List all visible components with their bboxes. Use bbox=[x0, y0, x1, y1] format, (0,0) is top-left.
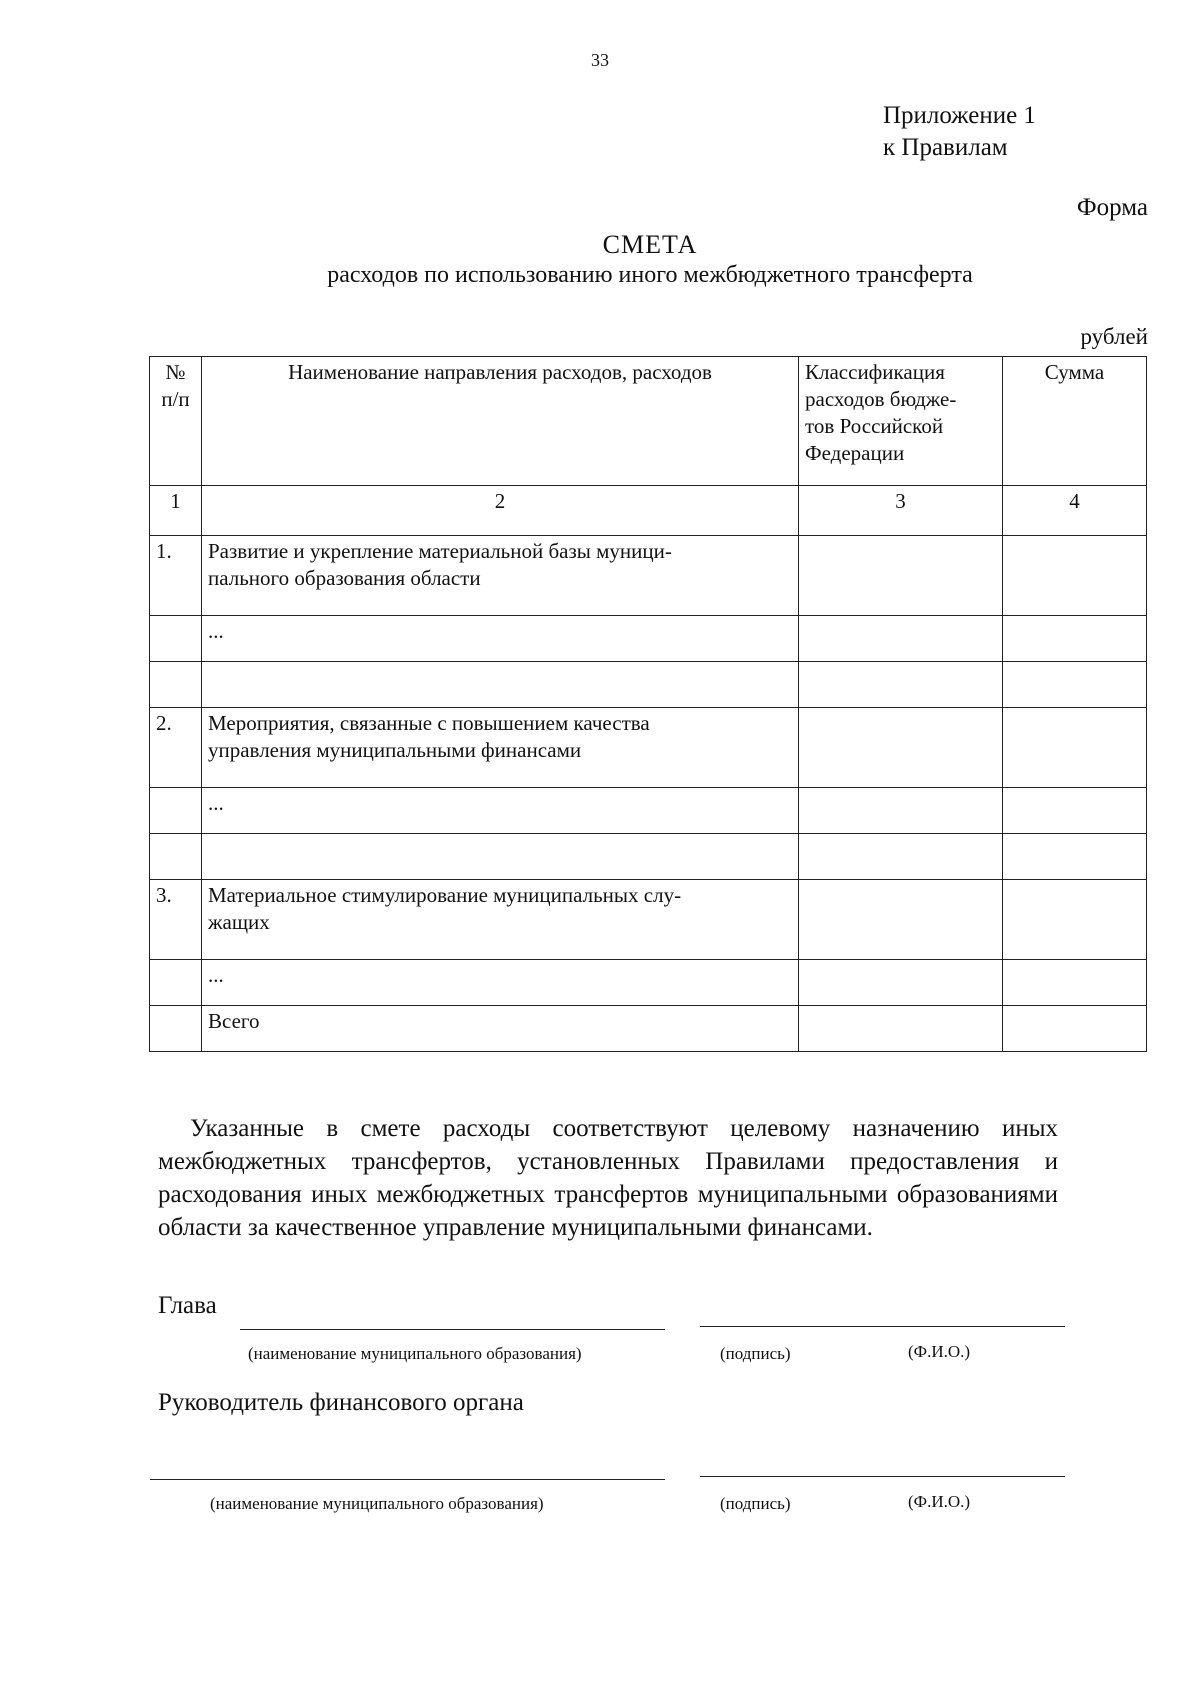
appendix-line-1: Приложение 1 bbox=[883, 102, 1036, 129]
row-number bbox=[150, 616, 202, 662]
head-label: Глава bbox=[158, 1292, 217, 1319]
table-row bbox=[150, 616, 1147, 662]
document-title: СМЕТА bbox=[602, 230, 698, 259]
table-row bbox=[150, 834, 1147, 880]
head-name-caption: (Ф.И.О.) bbox=[908, 1342, 971, 1361]
finance-head-municipality-line bbox=[150, 1479, 665, 1480]
column-number-row bbox=[150, 486, 1147, 536]
row-number bbox=[150, 788, 202, 834]
row-classification-cell bbox=[799, 880, 1003, 960]
estimate-table bbox=[149, 356, 1147, 1052]
row-classification-cell bbox=[799, 834, 1003, 880]
total-row bbox=[150, 1006, 1147, 1052]
table-header-row bbox=[150, 357, 1147, 486]
row-expense-name bbox=[202, 834, 799, 880]
total-amount-cell bbox=[1003, 1006, 1147, 1052]
row-number bbox=[150, 1006, 202, 1052]
row-expense-name: ... bbox=[202, 960, 799, 1006]
row-classification-cell bbox=[799, 708, 1003, 788]
row-amount-cell bbox=[1003, 960, 1147, 1006]
document-subtitle: расходов по использованию иного межбюджетного трансферта bbox=[327, 262, 973, 288]
currency-units: рублей bbox=[1080, 324, 1148, 349]
finance-head-name-caption: (Ф.И.О.) bbox=[908, 1492, 971, 1511]
row-expense-name: ... bbox=[202, 616, 799, 662]
column-number: 4 bbox=[1003, 486, 1147, 536]
row-number bbox=[150, 662, 202, 708]
table-row bbox=[150, 880, 1147, 960]
column-number: 2 bbox=[202, 486, 799, 536]
column-number: 1 bbox=[150, 486, 202, 536]
header-budget-classification: Классификация расходов бюдже- тов Российской Федерации bbox=[799, 357, 1003, 486]
finance-head-signature-caption: (подпись) bbox=[720, 1494, 791, 1513]
table-row bbox=[150, 960, 1147, 1006]
appendix-reference bbox=[883, 100, 1036, 164]
page-number: 33 bbox=[591, 50, 609, 70]
row-classification-cell bbox=[799, 960, 1003, 1006]
row-amount-cell bbox=[1003, 662, 1147, 708]
table-row bbox=[150, 536, 1147, 616]
compliance-statement-text: Указанные в смете расходы соответствуют целевому назначению иных межбюджетных трансфертов, установленных Правилами предоставления и расходования иных межбюджетных трансфертов муниципальными образованиями области за качественное управление муниципальными финансами. bbox=[158, 1115, 1058, 1241]
row-amount-cell bbox=[1003, 616, 1147, 662]
row-amount-cell bbox=[1003, 834, 1147, 880]
head-municipality-line bbox=[240, 1329, 665, 1330]
form-label: Форма bbox=[1076, 194, 1148, 221]
row-classification-cell bbox=[799, 616, 1003, 662]
header-expense-name: Наименование направления расходов, расходов bbox=[202, 357, 799, 486]
row-amount-cell bbox=[1003, 880, 1147, 960]
row-number: 2. bbox=[150, 708, 202, 788]
row-expense-name: Развитие и укрепление материальной базы муници- пального образования области bbox=[202, 536, 799, 616]
total-label: Всего bbox=[202, 1006, 799, 1052]
row-number: 1. bbox=[150, 536, 202, 616]
finance-head-municipality-caption: (наименование муниципального образования) bbox=[210, 1494, 544, 1513]
table-row bbox=[150, 708, 1147, 788]
table-row bbox=[150, 662, 1147, 708]
row-number bbox=[150, 960, 202, 1006]
finance-head-label: Руководитель финансового органа bbox=[158, 1389, 524, 1416]
row-number: 3. bbox=[150, 880, 202, 960]
row-classification-cell bbox=[799, 662, 1003, 708]
compliance-statement bbox=[158, 1112, 1058, 1244]
column-number: 3 bbox=[799, 486, 1003, 536]
row-expense-name: ... bbox=[202, 788, 799, 834]
row-amount-cell bbox=[1003, 536, 1147, 616]
row-number bbox=[150, 834, 202, 880]
row-amount-cell bbox=[1003, 788, 1147, 834]
header-number: № п/п bbox=[150, 357, 202, 486]
table-row bbox=[150, 788, 1147, 834]
row-amount-cell bbox=[1003, 708, 1147, 788]
row-classification-cell bbox=[799, 1006, 1003, 1052]
head-signature-caption: (подпись) bbox=[720, 1344, 791, 1363]
header-amount: Сумма bbox=[1003, 357, 1147, 486]
row-expense-name bbox=[202, 662, 799, 708]
row-classification-cell bbox=[799, 788, 1003, 834]
head-municipality-caption: (наименование муниципального образования) bbox=[248, 1344, 582, 1363]
row-expense-name: Материальное стимулирование муниципальных слу- жащих bbox=[202, 880, 799, 960]
head-signature-name-line bbox=[700, 1326, 1065, 1327]
row-expense-name: Мероприятия, связанные с повышением качества управления муниципальными финансами bbox=[202, 708, 799, 788]
appendix-line-2: к Правилам bbox=[883, 134, 1008, 161]
row-classification-cell bbox=[799, 536, 1003, 616]
finance-head-signature-name-line bbox=[700, 1476, 1065, 1477]
